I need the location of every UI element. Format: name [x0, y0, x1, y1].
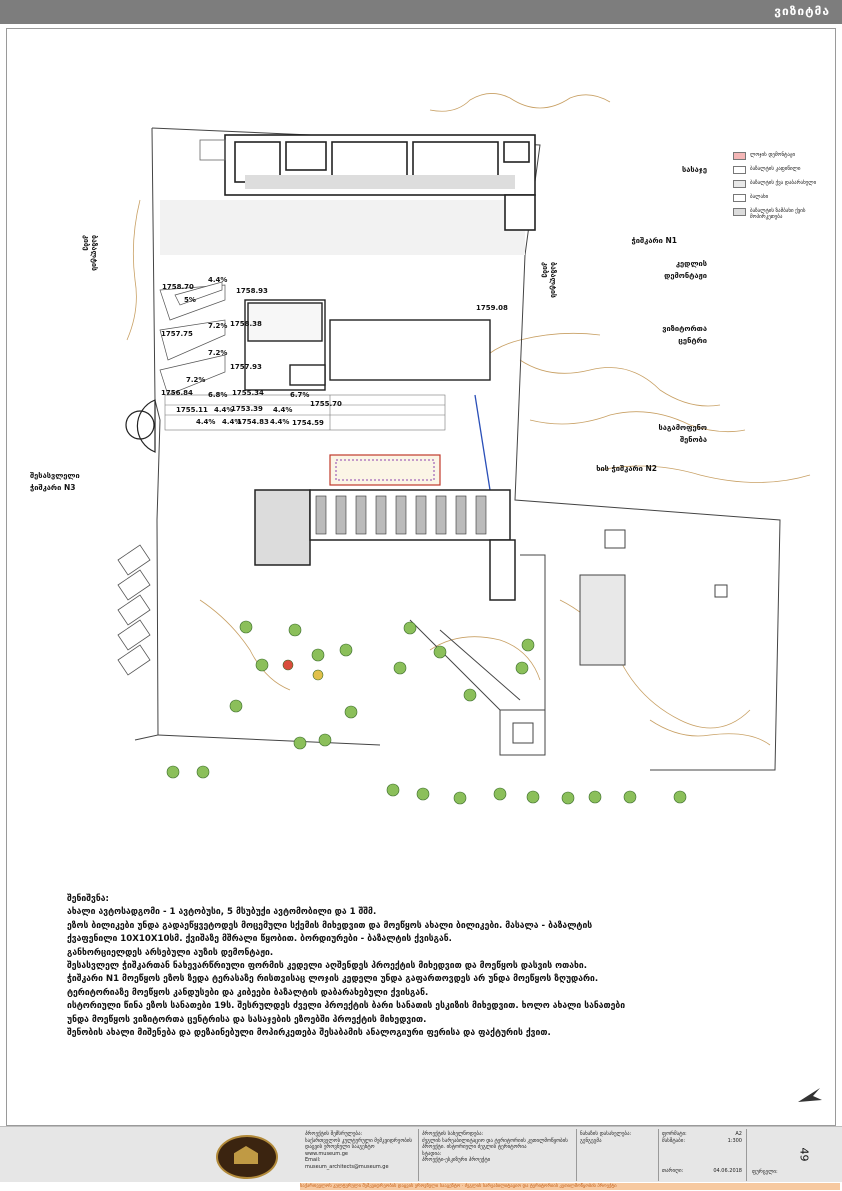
project-line: ძეგლის სარეაბილიტაციო და ტერიტორიის კეთილმოწყობის — [422, 1137, 568, 1144]
level-label: 1754.83 — [237, 418, 269, 426]
date-label: თარიღი: — [662, 1168, 684, 1174]
footer-divider — [658, 1129, 659, 1181]
level-label: 1757.75 — [161, 330, 193, 338]
legend-item — [733, 208, 831, 220]
format-block — [662, 1131, 742, 1175]
level-label: 1755.70 — [310, 400, 342, 408]
client-line: დაცვის ეროვნული სააგენტო — [305, 1144, 375, 1150]
client-line: Email: — [305, 1157, 321, 1163]
client-line: museum_architects@museum.ge — [305, 1163, 389, 1170]
legend-swatch — [733, 194, 746, 202]
notes-line: შესასვლელ ჭიშკართან ნახევარწრიული ფორმის კედელი აღშენდეს პროექტის მიხედვით და მოეწყოს დასვის ოთახი. — [67, 961, 588, 972]
slope-label: 4.4% — [222, 418, 242, 426]
section-title: ვიზიტმა — [774, 4, 830, 18]
contour — [520, 360, 720, 406]
slope-label: 4.4% — [270, 418, 290, 426]
footer-divider — [418, 1129, 419, 1181]
upper-terrace — [160, 200, 525, 255]
legend-swatch — [733, 208, 746, 216]
lower-courtyard — [410, 530, 727, 755]
level-label: 1759.08 — [476, 304, 508, 312]
legend-label: ბაზალტის ზამბახი ქვის მოპირკეთება — [750, 208, 806, 220]
notes-line: უნდა მოეწყოს ვიზიტორთა ცენტრისა და სასაჯების ეზოებში პროექტის მიხედვით. — [67, 1014, 427, 1025]
label-gate-n2: ხის ჭიშკარი N2 — [596, 464, 657, 473]
client-block — [305, 1131, 415, 1170]
contour — [650, 720, 770, 745]
notes-line: ახალი ავტოსადგომი - 1 ავტობუსი, 5 მსუბუქი ავტომობილი და 1 შშმ. — [67, 907, 377, 918]
contour — [430, 93, 610, 111]
level-label: 1755.34 — [232, 389, 264, 397]
slope-label: 4.4% — [214, 406, 234, 414]
bottom-strip-text: საქართველოს კულტურული მემკვიდრეობის დაცვის ეროვნული სააგენტო · ძეგლის სარეაბილიტაციო და ტერიტორიის კეთილმოწყობის პროექტი — [300, 1183, 840, 1190]
label-basalt-stairs-right: ბაზალტის კიბე — [541, 262, 557, 298]
format-value: A2 — [735, 1131, 742, 1137]
level-label: 1758.70 — [162, 283, 194, 291]
bottom-strip — [0, 1182, 842, 1191]
label-visitor-center: ვიზიტორთა ცენტრი — [662, 324, 707, 345]
notes-line: ჭიშკარი N1 მოეწყოს ეზოს ზედა ტერასაზე რისთვისაც ლოჯის კედელი უნდა გაფართოვდეს არ უნდა მოეწყოს ზღუდარი. — [67, 974, 599, 985]
legend-label: ლოჯის დემონტაჟი — [750, 152, 796, 158]
legend-label: ბაზალტის კაფიწილი — [750, 166, 801, 172]
label-sasaxle: სასაჯე — [681, 165, 707, 174]
footer-divider — [576, 1129, 577, 1181]
format-label: ფორმატი: — [662, 1131, 687, 1137]
contour — [530, 412, 745, 432]
legend-label: ბაზალტის ქვა დაბარახული — [750, 180, 817, 186]
scale-value: 1:300 — [727, 1137, 742, 1144]
slope-label: 4.4% — [208, 276, 228, 284]
notes-title: შენიშვნა: — [67, 894, 109, 904]
level-label: 1758.93 — [236, 287, 268, 295]
project-line: პროექტი-ესკიზური პროექტი — [422, 1157, 491, 1163]
colonnade — [245, 175, 515, 189]
sheet-value: გენგეგმა — [580, 1137, 602, 1144]
legend-swatch — [733, 152, 746, 160]
label-gate-n1: ჭიშკარი N1 — [631, 236, 677, 245]
legend-swatch — [733, 166, 746, 174]
legend-swatch — [733, 180, 746, 188]
legend-label: ბალახი — [750, 194, 769, 200]
level-label: 1753.39 — [231, 405, 263, 413]
notes-line: ეზოს ბილიკები უნდა გადაეწყვეტოდეს მოცემული სქემის მიხედვით და მოეწყოს ახალი ბილიკები. მასალა - ბაზალტის — [67, 920, 593, 931]
blue-line — [475, 395, 490, 490]
parking — [118, 545, 150, 675]
visitor-center — [245, 300, 490, 390]
slope-label: 7.2% — [186, 376, 206, 384]
slope-label: 4.4% — [196, 418, 216, 426]
level-label: 1756.84 — [161, 389, 193, 397]
slope-label: 4.4% — [273, 406, 293, 414]
level-label: 1757.93 — [230, 363, 262, 371]
level-label: 1758.38 — [230, 320, 262, 328]
legend-item — [733, 152, 831, 160]
north-arrow-icon — [798, 1088, 822, 1102]
date-value: 04.06.2018 — [713, 1168, 742, 1174]
notes-line: ტერიტორიაზე მოეწყოს კანდუსები და კიბეები ბაზალტის დაბარახებული ქვისგან. — [67, 987, 429, 998]
legend-item — [733, 194, 831, 202]
contour — [127, 200, 140, 340]
notes-line: განხორციელდეს არსებული აუზის დემონტაჟი. — [67, 947, 274, 958]
label-wall-demolition: კედლის დემონტაჟი — [664, 259, 707, 280]
sheet-block — [580, 1131, 655, 1144]
level-label: 1755.11 — [176, 406, 208, 414]
client-title: პროექტის შემსრულება: — [305, 1131, 363, 1137]
title-block — [0, 1126, 842, 1183]
slope-label: 7.2% — [208, 349, 228, 357]
legend — [733, 152, 831, 226]
gate-n3 — [126, 400, 155, 452]
notes-line: ისტორიული წინა ეზოს სანათები 19ს. შესრულდეს ძველი პროექტის ბარი სანათის ესკიზის მიხედვით. ხოლო ახალი სანათები — [67, 1001, 626, 1012]
project-line: სტადია: — [422, 1150, 442, 1157]
slope-label: 6.8% — [208, 391, 228, 399]
exhibition-piers — [316, 496, 486, 534]
contour — [200, 600, 290, 690]
page-number: 49 — [797, 1147, 811, 1162]
project-block — [422, 1131, 572, 1164]
ruin-wall — [200, 140, 225, 160]
slope-label: 7.2% — [208, 322, 228, 330]
slope-label: 5% — [184, 296, 196, 304]
notes — [67, 893, 787, 1040]
legend-item — [733, 180, 831, 188]
agency-logo-icon — [216, 1135, 278, 1179]
footer-divider — [746, 1129, 747, 1181]
legend-item — [733, 166, 831, 174]
label-exhibition-building: საგამოფენო შენობა — [658, 423, 707, 444]
project-line: პროექტი. ისტორიული ძეგლის ტერიტორია — [422, 1144, 527, 1150]
client-line: www.museum.ge — [305, 1150, 348, 1157]
slope-label: 6.7% — [290, 391, 310, 399]
notes-line: ქვაფენილი 10X10X10სმ. ქვიშაზე მშრალი წყობით. ბორდიურები - ბაზალტის ქვისგან. — [67, 934, 452, 945]
page-label: ფურცელი: — [752, 1169, 778, 1175]
label-gate-n3: შესასვლელი ჭიშკარი N3 — [30, 471, 80, 492]
level-label: 1754.59 — [292, 419, 324, 427]
notes-line: შენობის ახალი მიშენება და დეზაინებული მოპირკეთება შესაბამის ანალოგიური ფერისა და ფაქტურის ქვით. — [67, 1028, 551, 1039]
sheet-title: ნახაზის დასახელება: — [580, 1131, 632, 1137]
label-basalt-stairs-left: ბაზალტის კიბე — [82, 235, 98, 271]
project-title: პროექტის სახელწოდება: — [422, 1131, 484, 1137]
client-line: საქართველოს კულტურული მემკვიდრეობის — [305, 1137, 413, 1144]
scale-label: მასშტაბი: — [662, 1137, 686, 1144]
